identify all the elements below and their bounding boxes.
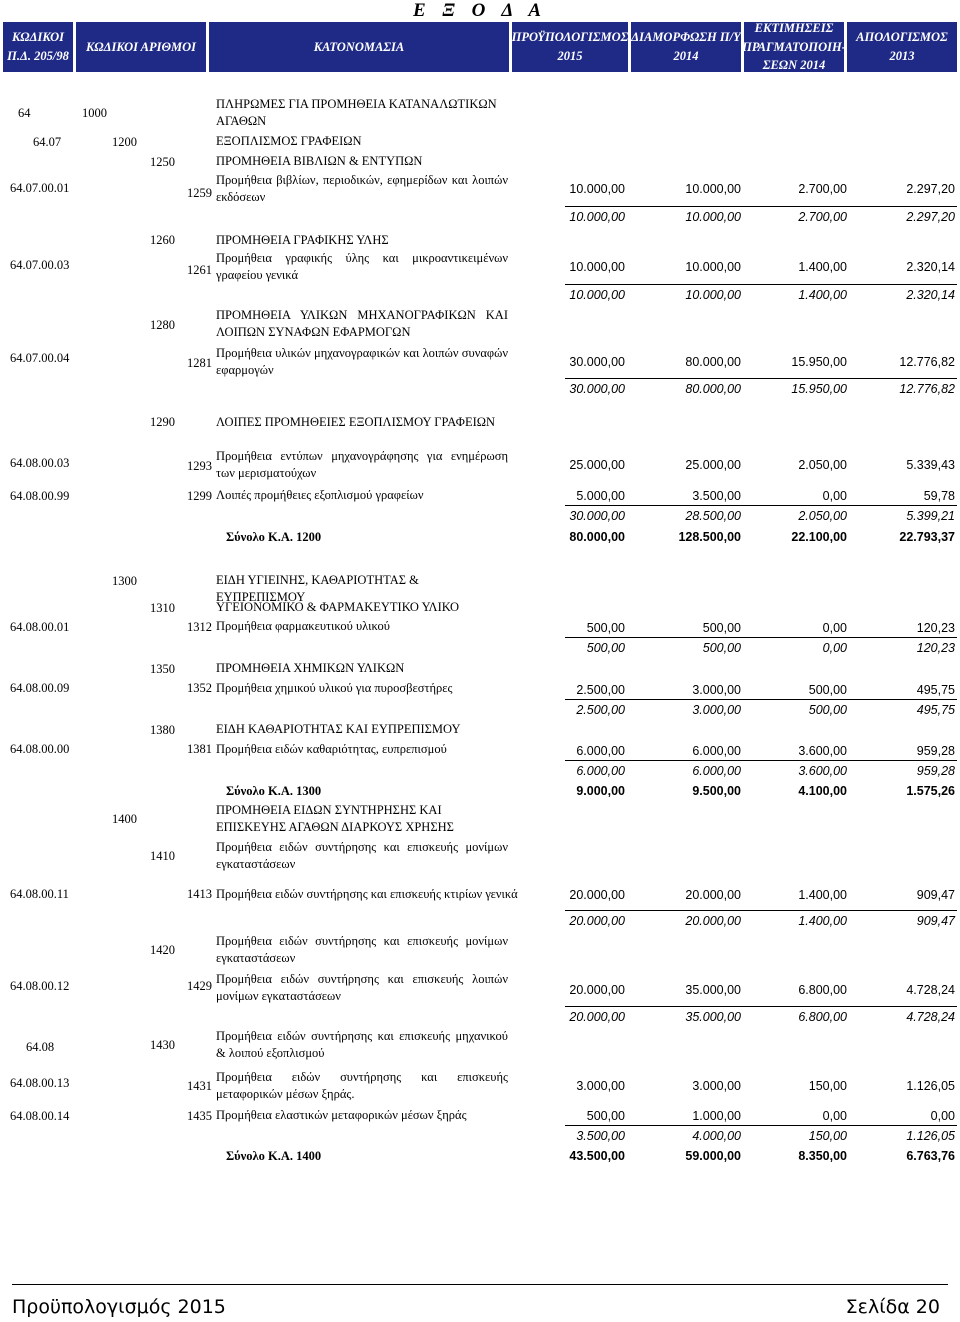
value-budget: 25.000,00 bbox=[569, 458, 625, 472]
row-code-a: 64.07.00.04 bbox=[10, 351, 70, 365]
row-code-c: 1380 bbox=[150, 723, 175, 737]
subtotal-formation: 20.000,00 bbox=[685, 914, 741, 928]
row-description: ΠΡΟΜΗΘΕΙΑ ΕΙΔΩΝ ΣΥΝΤΗΡΗΣΗΣ ΚΑΙ ΕΠΙΣΚΕΥΗΣ ΑΓΑΘΩΝ ΔΙΑΡΚΟΥΣ ΧΡΗΣΗΣ bbox=[216, 803, 454, 834]
row-code-c: 1420 bbox=[150, 943, 175, 957]
value-accounts: 0,00 bbox=[930, 1109, 955, 1123]
total-label: Σύνολο Κ.Α. 1200 bbox=[226, 530, 322, 544]
value-accounts: 959,28 bbox=[916, 744, 955, 758]
value-budget: 10.000,00 bbox=[569, 260, 625, 274]
value-estimates: 15.950,00 bbox=[791, 355, 847, 369]
header-name: ΚΑΤΟΝΟΜΑΣΙΑ bbox=[209, 22, 509, 72]
subtotal-formation: 3.000,00 bbox=[692, 703, 741, 717]
subtotal-budget: 20.000,00 bbox=[569, 914, 625, 928]
value-formation: 3.500,00 bbox=[692, 489, 741, 503]
value-budget: 10.000,00 bbox=[569, 182, 625, 196]
row-description: Προμήθεια βιβλίων, περιοδικών, εφημερίδων και λοιπών εκδόσεων bbox=[216, 173, 508, 204]
value-estimates: 0,00 bbox=[822, 489, 847, 503]
subtotal-formation: 35.000,00 bbox=[685, 1010, 741, 1024]
total-label: Σύνολο Κ.Α. 1300 bbox=[226, 784, 322, 798]
total-formation: 59.000,00 bbox=[685, 1149, 741, 1163]
subtotal-budget: 10.000,00 bbox=[569, 210, 625, 224]
subtotal-estimates: 1.400,00 bbox=[798, 288, 847, 302]
row-description: ΠΡΟΜΗΘΕΙΑ ΧΗΜΙΚΩΝ ΥΛΙΚΩΝ bbox=[216, 661, 405, 675]
value-accounts: 2.320,14 bbox=[906, 260, 955, 274]
value-formation: 6.000,00 bbox=[692, 744, 741, 758]
row-description: ΕΙΔΗ ΚΑΘΑΡΙΟΤΗΤΑΣ ΚΑΙ ΕΥΠΡΕΠΙΣΜΟΥ bbox=[216, 722, 461, 736]
row-code-c: 1431 bbox=[187, 1079, 212, 1093]
row-description: Προμήθεια ελαστικών μεταφορικών μέσων ξηράς bbox=[216, 1108, 467, 1122]
value-budget: 2.500,00 bbox=[576, 683, 625, 697]
row-code-a: 64 bbox=[18, 106, 31, 120]
row-code-b: 1300 bbox=[112, 574, 137, 588]
row-code-a: 64.08.00.11 bbox=[10, 887, 69, 901]
subtotal-accounts: 2.297,20 bbox=[906, 210, 955, 224]
value-estimates: 3.600,00 bbox=[798, 744, 847, 758]
subtotal-rule bbox=[565, 206, 957, 207]
subtotal-budget: 10.000,00 bbox=[569, 288, 625, 302]
total-accounts: 1.575,26 bbox=[906, 784, 955, 798]
row-description: Προμήθεια υλικών μηχανογραφικών και λοιπών συναφών εφαρμογών bbox=[216, 346, 508, 377]
subtotal-formation: 80.000,00 bbox=[685, 382, 741, 396]
subtotal-accounts: 4.728,24 bbox=[906, 1010, 955, 1024]
row-code-a: 64.08.00.14 bbox=[10, 1109, 70, 1123]
row-description: Προμήθεια ειδών συντήρησης και επισκευής μηχανικού & λοιπού εξοπλισμού bbox=[216, 1029, 508, 1060]
subtotal-budget: 30.000,00 bbox=[569, 382, 625, 396]
row-code-c: 1290 bbox=[150, 415, 175, 429]
row-code-c: 1293 bbox=[187, 459, 212, 473]
row-description: Προμήθεια ειδών συντήρησης και επισκευής κτιρίων γενικά bbox=[216, 887, 518, 901]
row-description: Προμήθεια ειδών συντήρησης και επισκευής μονίμων εγκαταστάσεων bbox=[216, 934, 508, 965]
subtotal-accounts: 495,75 bbox=[916, 703, 955, 717]
value-accounts: 59,78 bbox=[923, 489, 955, 503]
footer-document-title: Προϋπολογισμός 2015 bbox=[12, 1296, 226, 1318]
row-code-b: 1000 bbox=[82, 106, 107, 120]
row-code-c: 1261 bbox=[187, 263, 212, 277]
total-estimates: 4.100,00 bbox=[798, 784, 847, 798]
row-code-a: 64.07 bbox=[33, 135, 62, 149]
subtotal-budget: 500,00 bbox=[586, 641, 625, 655]
value-budget: 500,00 bbox=[586, 1109, 625, 1123]
row-code-c: 1310 bbox=[150, 601, 175, 615]
subtotal-formation: 10.000,00 bbox=[685, 288, 741, 302]
subtotal-rule bbox=[565, 378, 957, 379]
value-accounts: 5.339,43 bbox=[906, 458, 955, 472]
value-estimates: 6.800,00 bbox=[798, 983, 847, 997]
row-description: Προμήθεια ειδών συντήρησης και επισκευής μεταφορικών μέσων ξηράς. bbox=[216, 1070, 508, 1101]
row-description: ΕΞΟΠΛΙΣΜΟΣ ΓΡΑΦΕΙΩΝ bbox=[216, 134, 362, 148]
row-description: ΠΡΟΜΗΘΕΙΑ ΓΡΑΦΙΚΗΣ ΥΛΗΣ bbox=[216, 233, 389, 247]
value-estimates: 500,00 bbox=[808, 683, 847, 697]
value-budget: 6.000,00 bbox=[576, 744, 625, 758]
row-description: Προμήθεια φαρμακευτικού υλικού bbox=[216, 619, 390, 633]
subtotal-estimates: 2.050,00 bbox=[798, 509, 847, 523]
subtotal-rule bbox=[565, 699, 957, 700]
footer-rule bbox=[12, 1284, 948, 1285]
value-formation: 10.000,00 bbox=[685, 260, 741, 274]
row-code-a: 64.08.00.00 bbox=[10, 742, 70, 756]
value-budget: 5.000,00 bbox=[576, 489, 625, 503]
value-budget: 30.000,00 bbox=[569, 355, 625, 369]
value-accounts: 2.297,20 bbox=[906, 182, 955, 196]
value-accounts: 120,23 bbox=[916, 621, 955, 635]
row-code-c: 1429 bbox=[187, 979, 212, 993]
total-accounts: 22.793,37 bbox=[899, 530, 955, 544]
row-code-c: 1281 bbox=[187, 356, 212, 370]
row-description: Προμήθεια ειδών καθαριότητας, ευπρεπισμού bbox=[216, 742, 447, 756]
subtotal-rule bbox=[565, 760, 957, 761]
subtotal-estimates: 1.400,00 bbox=[798, 914, 847, 928]
value-formation: 10.000,00 bbox=[685, 182, 741, 196]
value-estimates: 0,00 bbox=[822, 621, 847, 635]
subtotal-budget: 6.000,00 bbox=[576, 764, 625, 778]
subtotal-rule bbox=[565, 637, 957, 638]
footer-page-number: Σελίδα 20 bbox=[845, 1296, 940, 1318]
subtotal-budget: 2.500,00 bbox=[576, 703, 625, 717]
value-estimates: 0,00 bbox=[822, 1109, 847, 1123]
subtotal-estimates: 3.600,00 bbox=[798, 764, 847, 778]
row-code-a: 64.08.00.01 bbox=[10, 620, 70, 634]
total-estimates: 22.100,00 bbox=[791, 530, 847, 544]
subtotal-accounts: 5.399,21 bbox=[906, 509, 955, 523]
row-description: Προμήθεια εντύπων μηχανογράφησης για ενημέρωση των μερισματούχων bbox=[216, 449, 508, 480]
header-estimates: ΕΚΤΙΜΗΣΕΙΣ ΠΡΑΓΜΑΤΟΠΟΙΗ-ΣΕΩΝ 2014 bbox=[742, 20, 846, 73]
subtotal-rule bbox=[565, 284, 957, 285]
value-accounts: 12.776,82 bbox=[899, 355, 955, 369]
value-accounts: 4.728,24 bbox=[906, 983, 955, 997]
header-accounts: ΑΠΟΛΟΓΙΣΜΟΣ 2013 bbox=[847, 22, 957, 72]
value-accounts: 909,47 bbox=[916, 888, 955, 902]
row-code-a: 64.08 bbox=[26, 1040, 55, 1054]
subtotal-estimates: 500,00 bbox=[808, 703, 847, 717]
total-budget: 43.500,00 bbox=[569, 1149, 625, 1163]
row-description: ΠΡΟΜΗΘΕΙΑ ΥΛΙΚΩΝ ΜΗΧΑΝΟΓΡΑΦΙΚΩΝ ΚΑΙ ΛΟΙΠΩΝ ΣΥΝΑΦΩΝ ΕΦΑΡΜΟΓΩΝ bbox=[216, 308, 508, 339]
row-code-c: 1352 bbox=[187, 681, 212, 695]
row-code-a: 64.07.00.03 bbox=[10, 258, 70, 272]
value-formation: 3.000,00 bbox=[692, 1079, 741, 1093]
value-estimates: 150,00 bbox=[808, 1079, 847, 1093]
value-formation: 35.000,00 bbox=[685, 983, 741, 997]
value-estimates: 1.400,00 bbox=[798, 260, 847, 274]
row-code-c: 1410 bbox=[150, 849, 175, 863]
subtotal-estimates: 15.950,00 bbox=[791, 382, 847, 396]
value-budget: 20.000,00 bbox=[569, 983, 625, 997]
value-formation: 25.000,00 bbox=[685, 458, 741, 472]
header-codes-pd: ΚΩΔΙΚΟΙ Π.Δ. 205/98 bbox=[3, 22, 73, 72]
subtotal-accounts: 2.320,14 bbox=[906, 288, 955, 302]
row-code-c: 1280 bbox=[150, 318, 175, 332]
row-description: Προμήθεια χημικού υλικού για πυροσβεστήρες bbox=[216, 681, 453, 695]
row-code-b: 1200 bbox=[112, 135, 137, 149]
row-code-c: 1413 bbox=[187, 887, 212, 901]
row-code-c: 1299 bbox=[187, 489, 212, 503]
value-estimates: 2.050,00 bbox=[798, 458, 847, 472]
total-label: Σύνολο Κ.Α. 1400 bbox=[226, 1149, 322, 1163]
subtotal-formation: 6.000,00 bbox=[692, 764, 741, 778]
subtotal-formation: 10.000,00 bbox=[685, 210, 741, 224]
value-accounts: 495,75 bbox=[916, 683, 955, 697]
subtotal-budget: 20.000,00 bbox=[569, 1010, 625, 1024]
total-estimates: 8.350,00 bbox=[798, 1149, 847, 1163]
subtotal-formation: 4.000,00 bbox=[692, 1129, 741, 1143]
row-code-c: 1259 bbox=[187, 186, 212, 200]
total-formation: 9.500,00 bbox=[692, 784, 741, 798]
row-description: Προμήθεια γραφικής ύλης και μικροαντικειμένων γραφείου γενικά bbox=[216, 251, 508, 282]
row-code-c: 1260 bbox=[150, 233, 175, 247]
value-estimates: 2.700,00 bbox=[798, 182, 847, 196]
page-title: Ε Ξ Ο Δ Α bbox=[412, 0, 548, 21]
row-code-a: 64.07.00.01 bbox=[10, 181, 70, 195]
subtotal-formation: 500,00 bbox=[702, 641, 741, 655]
subtotal-estimates: 150,00 bbox=[808, 1129, 847, 1143]
row-code-c: 1381 bbox=[187, 742, 212, 756]
subtotal-rule bbox=[565, 505, 957, 506]
row-code-c: 1430 bbox=[150, 1038, 175, 1052]
header-formation: ΔΙΑΜΟΡΦΩΣΗ Π/Υ 2014 bbox=[631, 22, 741, 72]
row-code-c: 1435 bbox=[187, 1109, 212, 1123]
value-formation: 80.000,00 bbox=[685, 355, 741, 369]
total-budget: 9.000,00 bbox=[576, 784, 625, 798]
subtotal-budget: 3.500,00 bbox=[576, 1129, 625, 1143]
row-description: ΕΙΔΗ ΥΓΙΕΙΝΗΣ, ΚΑΘΑΡΙΟΤΗΤΑΣ & ΕΥΠΡΕΠΙΣΜΟΥ bbox=[216, 573, 419, 604]
value-estimates: 1.400,00 bbox=[798, 888, 847, 902]
row-description: Προμήθεια ειδών συντήρησης και επισκευής λοιπών μονίμων εγκαταστάσεων bbox=[216, 972, 508, 1003]
value-formation: 3.000,00 bbox=[692, 683, 741, 697]
value-formation: 500,00 bbox=[702, 621, 741, 635]
value-budget: 3.000,00 bbox=[576, 1079, 625, 1093]
value-formation: 1.000,00 bbox=[692, 1109, 741, 1123]
row-code-c: 1350 bbox=[150, 662, 175, 676]
value-formation: 20.000,00 bbox=[685, 888, 741, 902]
subtotal-accounts: 959,28 bbox=[916, 764, 955, 778]
row-code-b: 1400 bbox=[112, 812, 137, 826]
subtotal-rule bbox=[565, 1125, 957, 1126]
subtotal-accounts: 120,23 bbox=[916, 641, 955, 655]
total-formation: 128.500,00 bbox=[678, 530, 741, 544]
row-code-c: 1250 bbox=[150, 155, 175, 169]
total-budget: 80.000,00 bbox=[569, 530, 625, 544]
subtotal-rule bbox=[565, 1006, 957, 1007]
row-description: Προμήθεια ειδών συντήρησης και επισκευής μονίμων εγκαταστάσεων bbox=[216, 840, 508, 871]
row-code-a: 64.08.00.09 bbox=[10, 681, 70, 695]
row-description: ΛΟΙΠΕΣ ΠΡΟΜΗΘΕΙΕΣ ΕΞΟΠΛΙΣΜΟΥ ΓΡΑΦΕΙΩΝ bbox=[216, 415, 496, 429]
subtotal-accounts: 12.776,82 bbox=[899, 382, 955, 396]
row-code-a: 64.08.00.03 bbox=[10, 456, 70, 470]
subtotal-formation: 28.500,00 bbox=[685, 509, 741, 523]
row-code-c: 1312 bbox=[187, 620, 212, 634]
subtotal-accounts: 909,47 bbox=[916, 914, 955, 928]
value-budget: 20.000,00 bbox=[569, 888, 625, 902]
subtotal-accounts: 1.126,05 bbox=[906, 1129, 955, 1143]
subtotal-budget: 30.000,00 bbox=[569, 509, 625, 523]
total-accounts: 6.763,76 bbox=[906, 1149, 955, 1163]
row-description: ΠΡΟΜΗΘΕΙΑ ΒΙΒΛΙΩΝ & ΕΝΤΥΠΩΝ bbox=[216, 154, 423, 168]
value-budget: 500,00 bbox=[586, 621, 625, 635]
header-codes-num: ΚΩΔΙΚΟΙ ΑΡΙΘΜΟΙ bbox=[76, 22, 206, 72]
row-description: ΥΓΕΙΟΝΟΜΙΚΟ & ΦΑΡΜΑΚΕΥΤΙΚΟ ΥΛΙΚΟ bbox=[216, 600, 459, 614]
row-code-a: 64.08.00.99 bbox=[10, 489, 70, 503]
header-budget: ΠΡΟΫΠΟΛΟΓΙΣΜΟΣ 2015 bbox=[512, 22, 628, 72]
subtotal-estimates: 6.800,00 bbox=[798, 1010, 847, 1024]
row-code-a: 64.08.00.13 bbox=[10, 1076, 70, 1090]
row-description: Λοιπές προμήθειες εξοπλισμού γραφείων bbox=[216, 488, 424, 502]
row-code-a: 64.08.00.12 bbox=[10, 979, 70, 993]
subtotal-estimates: 2.700,00 bbox=[798, 210, 847, 224]
subtotal-rule bbox=[565, 910, 957, 911]
value-accounts: 1.126,05 bbox=[906, 1079, 955, 1093]
row-description: ΠΛΗΡΩΜΕΣ ΓΙΑ ΠΡΟΜΗΘΕΙΑ ΚΑΤΑΝΑΛΩΤΙΚΩΝ ΑΓΑΘΩΝ bbox=[216, 97, 497, 128]
subtotal-estimates: 0,00 bbox=[822, 641, 847, 655]
